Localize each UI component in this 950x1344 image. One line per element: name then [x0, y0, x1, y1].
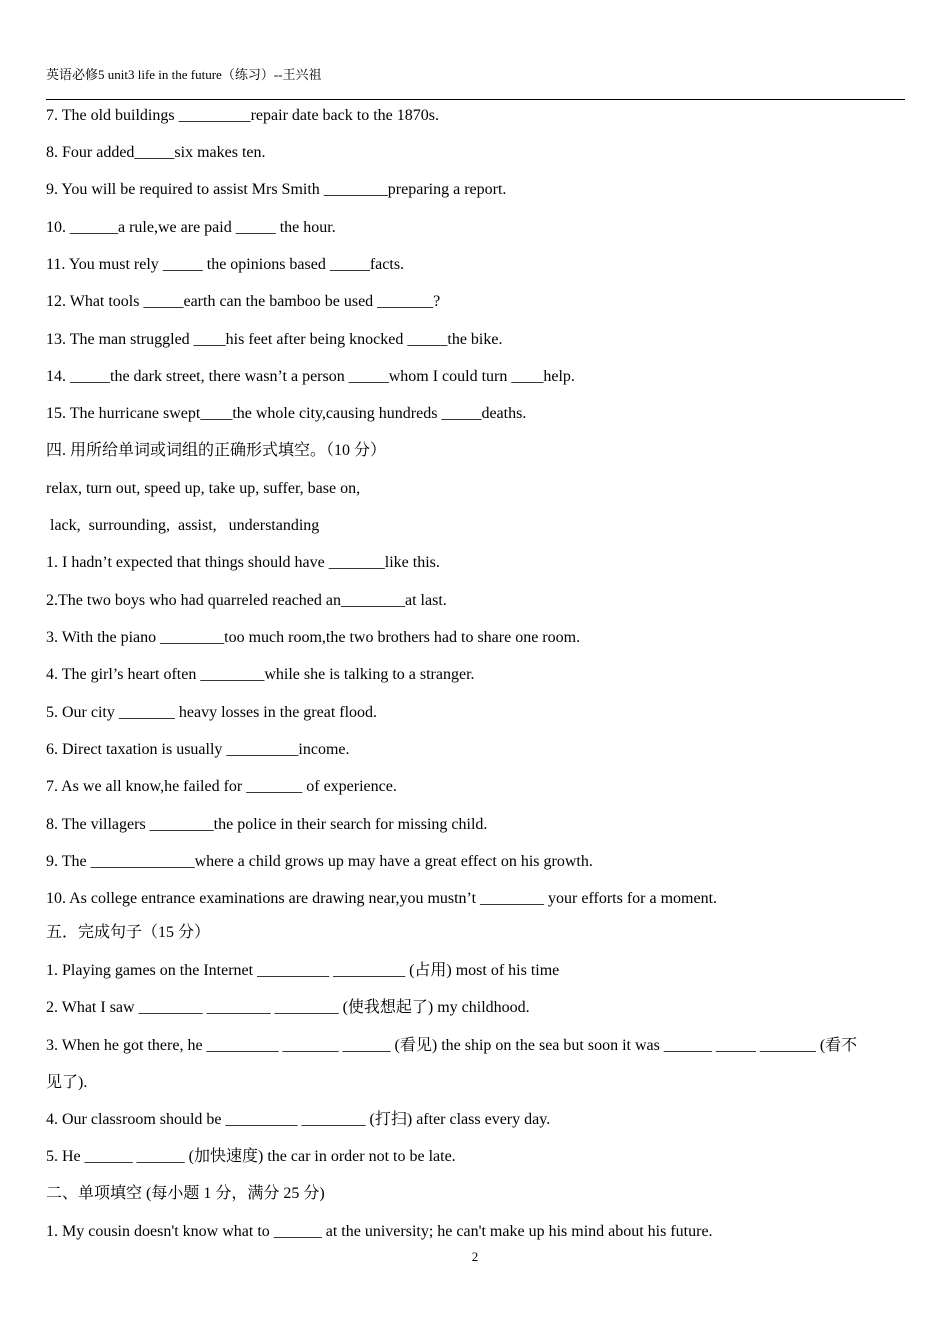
exercise-line: 9. The _____________where a child grows up may have a great effect on his growth.: [46, 853, 593, 870]
exercise-line: 5. He ______ ______ (加快速度) the car in order not to be late.: [46, 1148, 456, 1165]
section-heading: 四. 用所给单词或词组的正确形式填空。（10 分）: [46, 442, 387, 459]
exercise-line: 3. When he got there, he _________ _______ ______ (看见) the ship on the sea but soon it was ______ _____ _______ (看不: [46, 1037, 858, 1054]
exercise-line: 4. Our classroom should be _________ ________ (打扫) after class every day.: [46, 1111, 551, 1128]
word-bank: lack, surrounding, assist, understanding: [46, 517, 320, 534]
exercise-line: 8. The villagers ________the police in their search for missing child.: [46, 816, 488, 833]
exercise-line: 7. The old buildings _________repair date back to the 1870s.: [46, 107, 439, 124]
page-number: 2: [471, 1249, 479, 1264]
exercise-line: 7. As we all know,he failed for _______ of experience.: [46, 778, 397, 795]
exercise-line: 4. The girl’s heart often ________while she is talking to a stranger.: [46, 666, 475, 683]
exercise-line: 10. ______a rule,we are paid _____ the hour.: [46, 219, 336, 236]
exercise-line: 6. Direct taxation is usually _________income.: [46, 741, 350, 758]
exercise-line: 1. My cousin doesn't know what to ______ at the university; he can't make up his mind about his future.: [46, 1223, 713, 1240]
exercise-line-continued: 见了).: [46, 1074, 88, 1091]
exercise-line: 2.The two boys who had quarreled reached an________at last.: [46, 592, 447, 609]
exercise-line: 5. Our city _______ heavy losses in the great flood.: [46, 704, 378, 721]
exercise-line: 8. Four added_____six makes ten.: [46, 144, 266, 161]
exercise-line: 2. What I saw ________ ________ ________ (使我想起了) my childhood.: [46, 999, 530, 1016]
exercise-line: 12. What tools _____earth can the bamboo be used _______?: [46, 293, 441, 310]
exercise-line: 11. You must rely _____ the opinions based _____facts.: [46, 256, 405, 273]
exercise-line: 1. I hadn’t expected that things should have _______like this.: [46, 554, 440, 571]
page-header: 英语必修5 unit3 life in the future（练习）--王兴祖: [46, 67, 322, 82]
exercise-line: 3. With the piano ________too much room,the two brothers had to share one room.: [46, 629, 581, 646]
header-divider: [46, 99, 905, 100]
exercise-line: 14. _____the dark street, there wasn’t a person _____whom I could turn ____help.: [46, 368, 575, 385]
word-bank: relax, turn out, speed up, take up, suffer, base on,: [46, 480, 361, 497]
exercise-line: 9. You will be required to assist Mrs Smith ________preparing a report.: [46, 181, 507, 198]
section-heading: 五．完成句子（15 分）: [46, 924, 211, 941]
section-heading: 二、单项填空 (每小题 1 分，满分 25 分): [46, 1185, 325, 1202]
exercise-line: 1. Playing games on the Internet _________ _________ (占用) most of his time: [46, 962, 560, 979]
exercise-line: 15. The hurricane swept____the whole city,causing hundreds _____deaths.: [46, 405, 527, 422]
exercise-line: 13. The man struggled ____his feet after being knocked _____the bike.: [46, 331, 503, 348]
exercise-line: 10. As college entrance examinations are drawing near,you mustn’t ________ your efforts for a moment.: [46, 890, 718, 907]
